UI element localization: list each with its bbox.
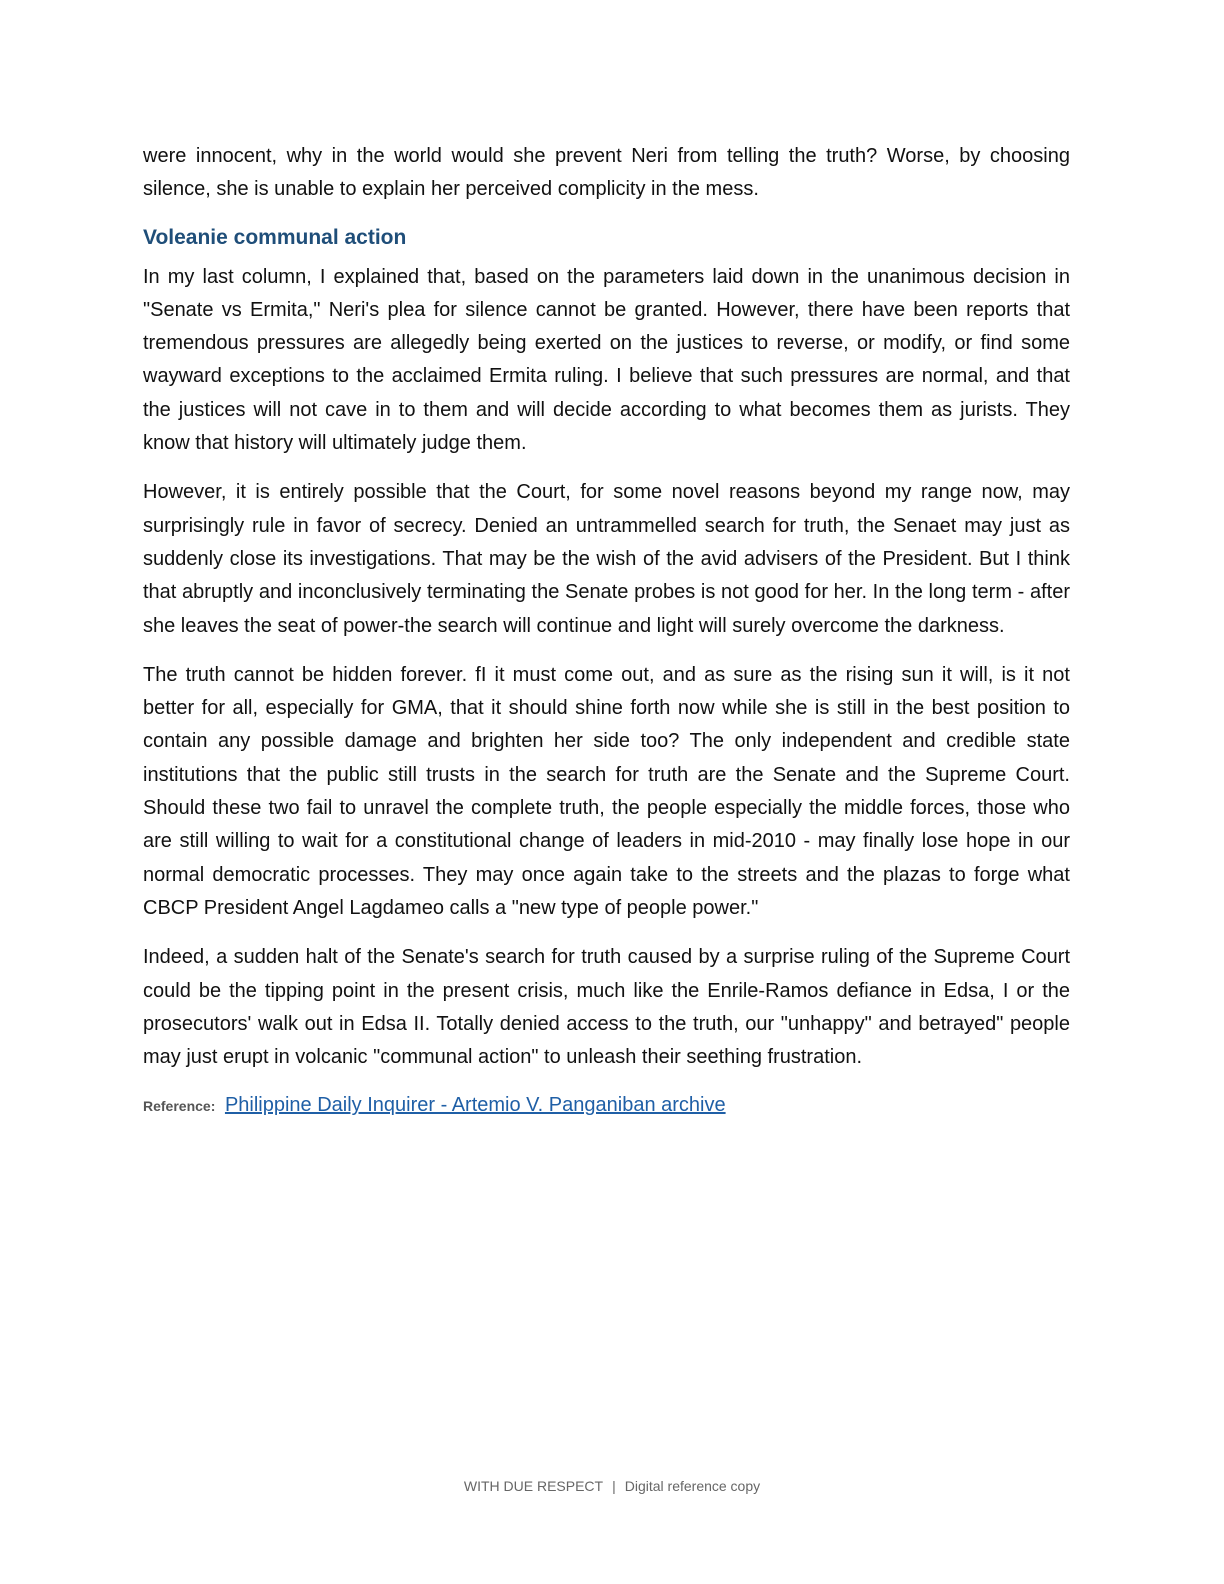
- page-footer: [0, 1478, 1224, 1494]
- article-body: [143, 140, 1070, 1121]
- section-heading: Voleanie communal action: [143, 225, 407, 249]
- paragraph-2: However, it is entirely possible that the Court, for some novel reasons beyond my range now, may surprisingly rule in favor of secrecy. Denied an untrammelled search for truth, the Senaet may just as suddenly close its investigations. That may be the wish of the avid advisers of the President. But I think that abruptly and inconclusively terminating the Senate probes is not good for her. In the long term - after she leaves the seat of power-the search will continue and light will surely overcome the darkness.: [143, 481, 1070, 637]
- footer-publication: WITH DUE RESPECT: [463, 1478, 604, 1494]
- reference-label: Reference:: [143, 1098, 216, 1115]
- intro-paragraph: were innocent, why in the world would she prevent Neri from telling the truth? Worse, by choosing silence, she is unable to explain her perceived complicity in the mess.: [143, 145, 1070, 201]
- reference-line: [143, 1090, 1070, 1121]
- footer-separator: |: [612, 1478, 616, 1494]
- paragraph-4: Indeed, a sudden halt of the Senate's search for truth caused by a surprise ruling of the Supreme Court could be the tipping point in the present crisis, much like the Enrile-Ramos defiance in Edsa, I or the prosecutors' walk out in Edsa II. Totally denied access to the truth, our "unhappy" and betrayed" people may just erupt in volcanic "communal action" to unleash their seething frustration.: [143, 946, 1070, 1069]
- footer-note: Digital reference copy: [624, 1478, 761, 1494]
- reference-link[interactable]: Philippine Daily Inquirer - Artemio V. Panganiban archive: [224, 1094, 726, 1117]
- paragraph-3: The truth cannot be hidden forever. fI it must come out, and as sure as the rising sun it will, is it not better for all, especially for GMA, that it should shine forth now while she is still in the best position to contain any possible damage and brighten her side too? The only independent and credible state institutions that the public still trusts in the search for truth are the Senate and the Supreme Court. Should these two fail to unravel the complete truth, the people especially the middle forces, those who are still willing to wait for a constitutional change of leaders in mid-2010 - may finally lose hope in our normal democratic processes. They may once again take to the streets and the plazas to forge what CBCP President Angel Lagdameo calls a "new type of people power.": [143, 663, 1070, 919]
- paragraph-1: In my last column, I explained that, based on the parameters laid down in the unanimous decision in "Senate vs Ermita," Neri's plea for silence cannot be granted. However, there have been reports that tremendous pressures are allegedly being exerted on the justices to reverse, or modify, or find some wayward exceptions to the acclaimed Ermita ruling. I believe that such pressures are normal, and that the justices will not cave in to them and will decide according to what becomes them as jurists. They know that history will ultimately judge them.: [143, 265, 1070, 455]
